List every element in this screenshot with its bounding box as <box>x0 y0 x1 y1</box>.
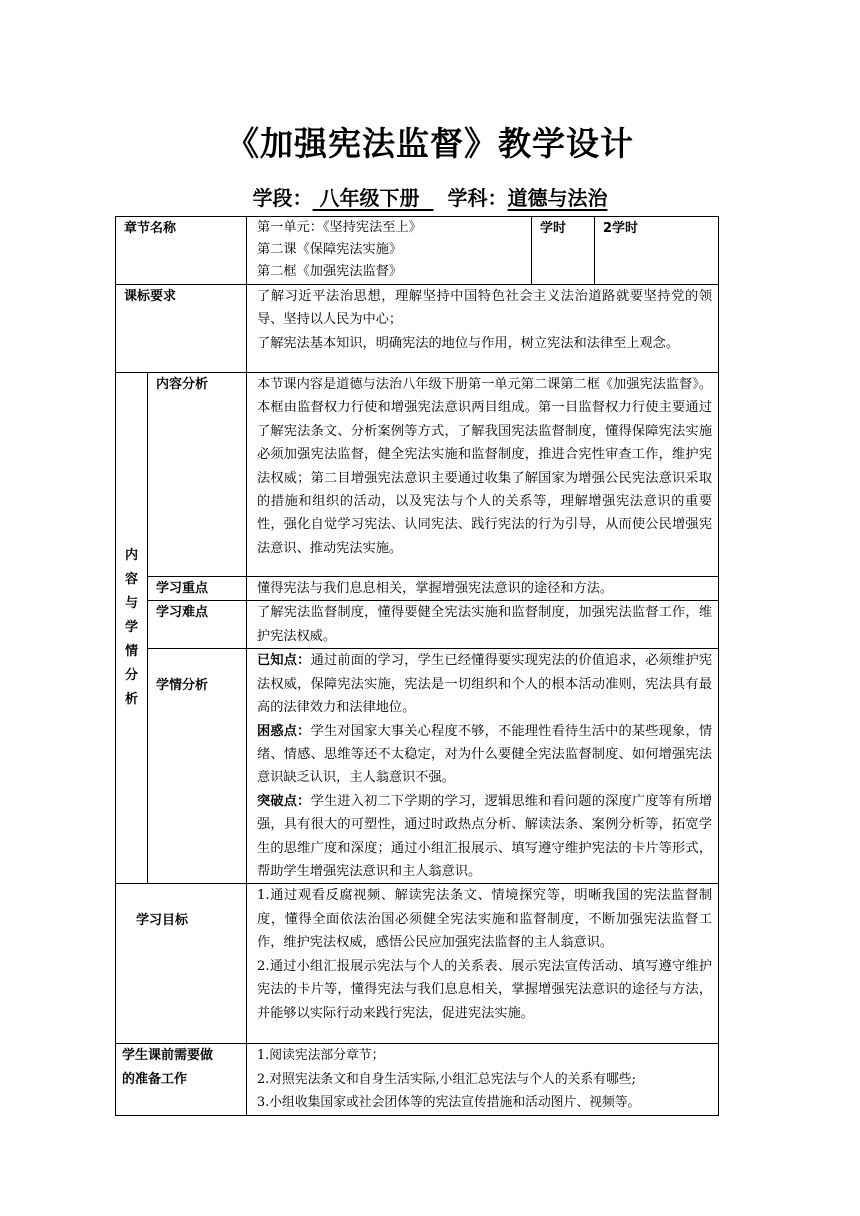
breakthrough-point: 突破点：学生进入初二下学期的学习，逻辑思维和看问题的深度广度等有所增强，具有很大的可塑性，通过时政热点分析、解读法条、案例分析等，拓宽学生的思维广度和深度；通过小组汇报展示、填写遵守维护宪法的卡片等形式，帮助学生增强宪法意识和主人翁意识。 <box>257 793 713 880</box>
confused-point: 困惑点：学生对国家大事关心程度不够，不能理性看待生活中的某些现象，情绪、情感、思维等还不太稳定，对为什么要健全宪法监督制度、如何增强宪法意识缺乏认识，主人翁意识不强。 <box>257 723 713 786</box>
known-point: 已知点：通过前面的学习，学生已经懂得要实现宪法的价值追求，必须维护宪法权威，保障宪法实施，宪法是一切组织和个人的根本活动准则，宪法具有最高的法律效力和法律地位。 <box>257 653 713 716</box>
standard-label: 课标要求 <box>116 285 247 373</box>
difficulty-row <box>116 601 719 649</box>
chapter-label: 章节名称 <box>116 217 247 285</box>
lesson-design-table <box>115 216 719 1116</box>
subject-value: 道德与法治 <box>507 186 608 210</box>
objective-item: 2.通过小组汇报展示宪法与个人的关系表、展示宪法宣传活动、填写遵守维护宪法的卡片等，懂得宪法与我们息息相关，掌握增强宪法意识的途径与方法，并能够以实际行动来践行宪法，促进宪法实施。 <box>257 958 713 1021</box>
preparation-label: 学生课前需要做 的准备工作 <box>116 1044 247 1115</box>
students-text <box>247 649 719 884</box>
preparation-item: 3.小组收集国家或社会团体等的宪法宣传措施和活动图片、视频等。 <box>257 1095 641 1111</box>
standard-paragraph: 了解宪法基本知识，明确宪法的地位与作用，树立宪法和法律至上观念。 <box>257 335 680 351</box>
objectives-label: 学习目标 <box>116 884 247 1044</box>
standard-row <box>116 285 719 373</box>
document-subtitle <box>0 182 860 211</box>
preparation-item: 1.阅读宪法部分章节； <box>257 1048 385 1064</box>
stage-value: 八年级下册 <box>319 186 420 210</box>
objectives-text <box>247 884 719 1044</box>
key-point-text: 懂得宪法与我们息息相关，掌握增强宪法意识的途径和方法。 <box>247 577 719 601</box>
analysis-group-label: 内 容 与 学 情 分 析 <box>116 373 148 884</box>
difficulty-label: 学习难点 <box>148 601 247 649</box>
stage-label: 学段： <box>252 186 313 210</box>
chapter-value <box>247 217 532 285</box>
objectives-row <box>116 884 719 1044</box>
subject-label: 学科： <box>447 186 508 210</box>
preparation-item: 2.对照宪法条文和自身生活实际,小组汇总宪法与个人的关系有哪些; <box>257 1071 636 1087</box>
standard-paragraph: 了解习近平法治思想，理解坚持中国特色社会主义法治道路就要坚持党的领导、坚持以人民为中心； <box>257 289 713 328</box>
content-analysis-label: 内容分析 <box>148 373 247 577</box>
content-analysis-text: 本节课内容是道德与法治八年级下册第一单元第二课第二框《加强宪法监督》。本框由监督权力行使和增强宪法意识两目组成。第一目监督权力行使主要通过了解宪法条文、分析案例等方式，了解我国宪法监督制度，懂得保障宪法实施必须加强宪法监督，健全宪法实施和监督制度，推进合宪性审查工作，维护宪法权威；第二目增强宪法意识主要通过收集了解国家为增强公民宪法意识采取的措施和组织的活动，以及宪法与个人的关系等，理解增强宪法意识的重要性，强化自觉学习宪法、认同宪法、践行宪法的行为引导，从而使公民增强宪法意识、推动宪法实施。 <box>247 373 719 577</box>
students-row <box>116 649 719 884</box>
chapter-row <box>116 217 719 285</box>
key-point-row <box>116 577 719 601</box>
chapter-line: 第二课《保障宪法实施》 <box>257 242 403 257</box>
key-point-label: 学习重点 <box>148 577 247 601</box>
students-label: 学情分析 <box>148 649 247 884</box>
hours-value: 2学时 <box>595 217 719 285</box>
standard-value <box>247 285 719 373</box>
preparation-row <box>116 1044 719 1115</box>
preparation-text <box>247 1044 719 1115</box>
chapter-line: 第一单元：《坚持宪法至上》 <box>257 220 422 235</box>
content-analysis-row <box>116 373 719 577</box>
difficulty-text: 了解宪法监督制度，懂得要健全宪法实施和监督制度，加强宪法监督工作，维护宪法权威。 <box>247 601 719 649</box>
objective-item: 1.通过观看反腐视频、解读宪法条文、情境探究等，明晰我国的宪法监督制度，懂得全面依法治国必须健全宪法实施和监督制度，不断加强宪法监督工作，维护宪法权威，感悟公民应加强宪法监督的主人翁意识。 <box>257 888 713 951</box>
hours-label: 学时 <box>532 217 595 285</box>
document-title: 《加强宪法监督》教学设计 <box>226 124 634 163</box>
chapter-line: 第二框《加强宪法监督》 <box>257 264 403 279</box>
